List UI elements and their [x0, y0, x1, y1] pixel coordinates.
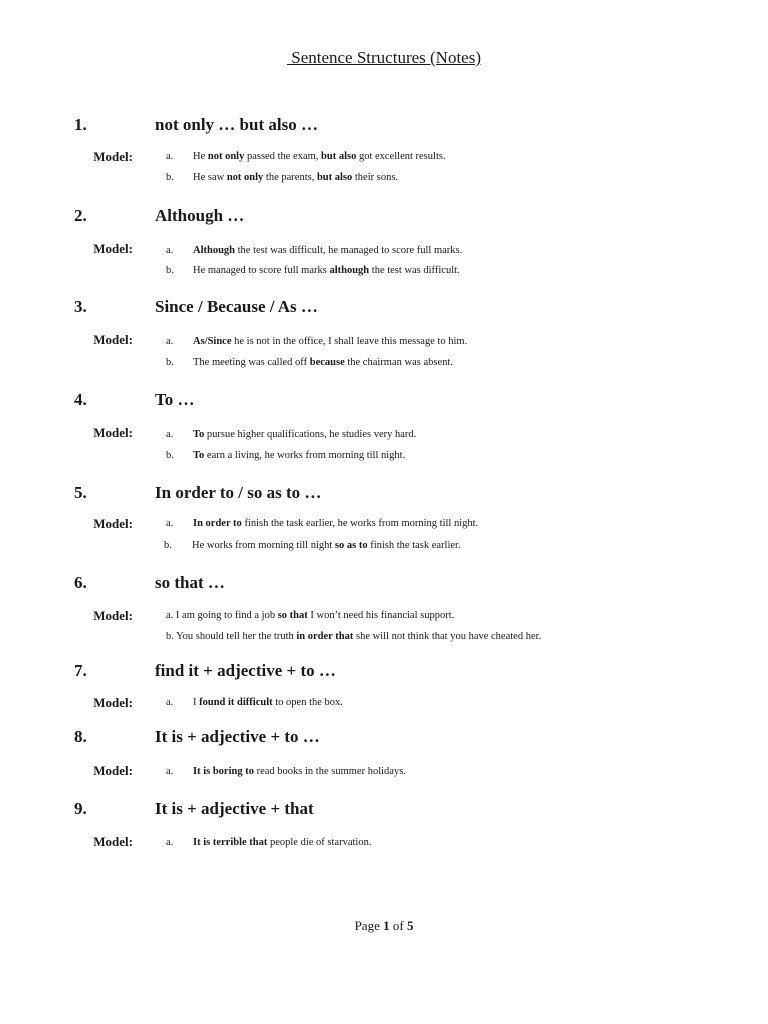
model-label: Model:	[93, 695, 133, 710]
page-title: Sentence Structures (Notes)	[286, 48, 482, 67]
model-label: Model:	[93, 608, 133, 623]
example-text: It is boring to read books in the summer holidays.	[193, 766, 406, 777]
section-number: 3.	[74, 297, 87, 316]
example-marker: b.	[166, 265, 174, 276]
section-heading: so that …	[155, 573, 225, 592]
example-marker: a.	[166, 697, 174, 708]
example-text: To pursue higher qualifications, he studies very hard.	[193, 429, 417, 440]
model-label: Model:	[93, 763, 133, 778]
example-text: In order to finish the task earlier, he works from morning till night.	[193, 518, 479, 529]
section-number: 7.	[74, 661, 87, 680]
example-marker: b.	[166, 450, 174, 461]
page-footer	[0, 918, 768, 934]
example-text: b. You should tell her the truth in order that she will not think that you have cheated her.	[166, 631, 542, 642]
example-marker: a.	[166, 429, 174, 440]
model-label: Model:	[93, 332, 133, 347]
section-heading: Although …	[155, 206, 245, 225]
example-text: He not only passed the exam, but also got excellent results.	[193, 151, 446, 162]
model-label: Model:	[93, 241, 133, 256]
section-number: 9.	[74, 799, 87, 818]
section-heading: It is + adjective + that	[155, 799, 314, 818]
example-text: I found it difficult to open the box.	[193, 697, 343, 708]
section-heading: It is + adjective + to …	[155, 727, 320, 746]
example-text: To earn a living, he works from morning till night.	[193, 450, 406, 461]
model-label: Model:	[93, 834, 133, 849]
example-text: He managed to score full marks although the test was difficult.	[193, 265, 460, 276]
page-word: Page	[354, 918, 384, 933]
section-number: 2.	[74, 206, 87, 225]
example-marker: a.	[166, 766, 174, 777]
example-text: It is terrible that people die of starvation.	[193, 837, 372, 848]
example-text: a. I am going to find a job so that I won’t need his financial support.	[166, 610, 455, 621]
example-marker: a.	[166, 245, 174, 256]
section-heading: In order to / so as to …	[155, 483, 322, 502]
section-number: 1.	[74, 115, 87, 134]
example-marker: b.	[166, 357, 174, 368]
section-number: 8.	[74, 727, 87, 746]
total-pages-number: 5	[406, 918, 414, 933]
example-marker: b.	[166, 631, 174, 642]
example-text: He works from morning till night so as to finish the task earlier.	[192, 540, 461, 551]
model-label: Model:	[93, 516, 133, 531]
section-number: 4.	[74, 390, 87, 409]
section-heading: Since / Because / As …	[155, 297, 318, 316]
example-marker: b.	[166, 172, 174, 183]
model-label: Model:	[93, 425, 133, 440]
example-text: Although the test was difficult, he managed to score full marks.	[193, 245, 463, 256]
of-word: of	[389, 918, 407, 933]
section-heading: find it + adjective + to …	[155, 661, 336, 680]
example-marker: a.	[166, 610, 174, 621]
section-number: 6.	[74, 573, 87, 592]
example-text: The meeting was called off because the chairman was absent.	[193, 357, 453, 368]
section-heading: not only … but also …	[155, 115, 318, 134]
example-marker: a.	[166, 518, 174, 529]
example-marker: b.	[164, 540, 172, 551]
example-marker: a.	[166, 837, 174, 848]
model-label: Model:	[93, 149, 133, 164]
example-marker: a.	[166, 336, 174, 347]
section-heading: To …	[155, 390, 195, 409]
example-text: He saw not only the parents, but also their sons.	[193, 172, 399, 183]
section-number: 5.	[74, 483, 87, 502]
example-marker: a.	[166, 151, 174, 162]
example-text: As/Since he is not in the office, I shall leave this message to him.	[193, 336, 468, 347]
current-page-number: 1	[383, 918, 390, 933]
